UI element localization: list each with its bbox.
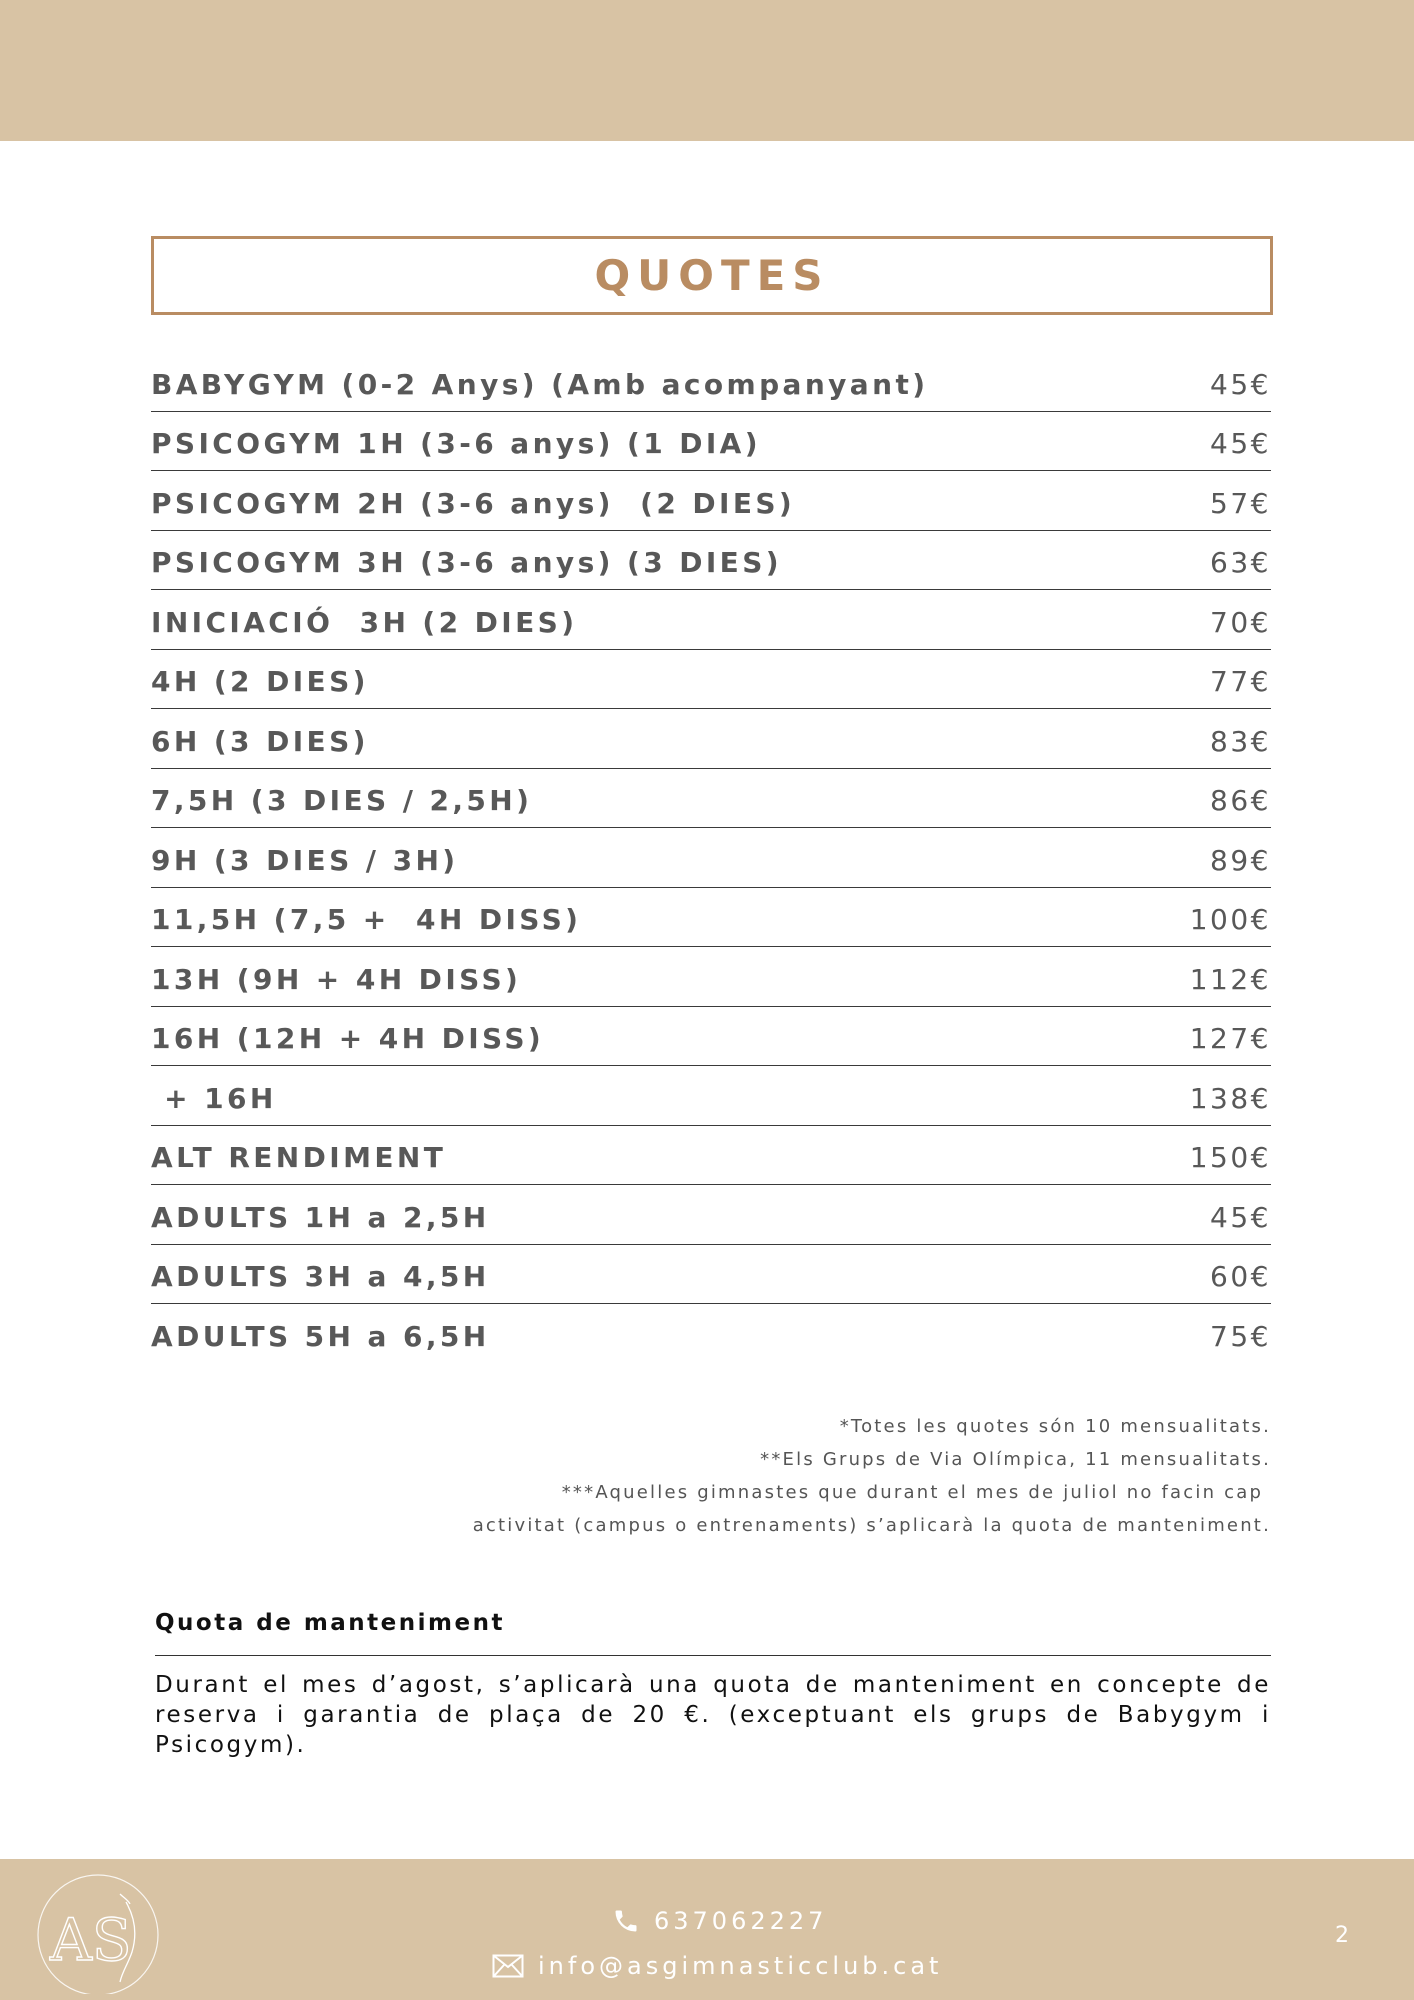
fee-table: [151, 352, 1271, 1364]
fee-label: PSICOGYM 3H (3-6 anys) (3 DIES): [151, 546, 782, 580]
fee-price: 138€: [1189, 1081, 1271, 1115]
fee-label: BABYGYM (0-2 Anys) (Amb acompanyant): [151, 367, 929, 401]
footnote-3: ***Aquelles gimnastes que durant el mes de juliol no facin cap: [561, 1482, 1271, 1503]
fee-label: PSICOGYM 1H (3-6 anys) (1 DIA): [151, 427, 761, 461]
fee-row: [151, 1304, 1271, 1364]
contact-email[interactable]: [492, 1952, 942, 1980]
fee-price: 75€: [1210, 1320, 1271, 1354]
footnotes: [371, 1410, 1271, 1542]
fee-row: [151, 1245, 1271, 1305]
fee-price: 45€: [1210, 427, 1271, 461]
fee-label: 6H (3 DIES): [151, 724, 369, 758]
header-band: [0, 0, 1414, 141]
fee-row: [151, 590, 1271, 650]
fee-price: 89€: [1210, 843, 1271, 877]
fee-label: ADULTS 5H a 6,5H: [151, 1320, 490, 1354]
maintenance-text: Durant el mes d’agost, s’aplicarà una quota de manteniment en concepte de reserva i garantia de plaça de 20 €. (exceptuant els grups de Babygym i Psicogym).: [155, 1672, 1271, 1758]
fee-row: [151, 412, 1271, 472]
fee-row: [151, 1185, 1271, 1245]
fee-price: 57€: [1210, 486, 1271, 520]
fee-price: 60€: [1210, 1260, 1271, 1294]
page-title: QUOTES: [594, 251, 830, 300]
fee-label: ADULTS 1H a 2,5H: [151, 1200, 490, 1234]
fee-label: INICIACIÓ 3H (2 DIES): [151, 605, 578, 639]
footnote-4: activitat (campus o entrenaments) s’aplicarà la quota de manteniment.: [472, 1515, 1271, 1536]
fee-price: 83€: [1210, 724, 1271, 758]
contact-phone[interactable]: [612, 1907, 827, 1935]
mail-icon: [492, 1954, 524, 1978]
fee-label: 16H (12H + 4H DISS): [151, 1022, 545, 1056]
fee-label: 9H (3 DIES / 3H): [151, 843, 459, 877]
page-number: 2: [1335, 1923, 1349, 1948]
fee-row: [151, 769, 1271, 829]
fee-price: 63€: [1210, 546, 1271, 580]
fee-row: [151, 1007, 1271, 1067]
fee-row: [151, 947, 1271, 1007]
fee-label: 13H (9H + 4H DISS): [151, 962, 522, 996]
fee-price: 77€: [1210, 665, 1271, 699]
fee-price: 45€: [1210, 1200, 1271, 1234]
phone-icon: [612, 1907, 640, 1935]
fee-price: 127€: [1189, 1022, 1271, 1056]
fee-label: PSICOGYM 2H (3-6 anys) (2 DIES): [151, 486, 796, 520]
fee-row: [151, 888, 1271, 948]
fee-row: [151, 1066, 1271, 1126]
footnote-1: *Totes les quotes són 10 mensualitats.: [839, 1416, 1271, 1437]
fee-row: [151, 471, 1271, 531]
fee-price: 150€: [1189, 1141, 1271, 1175]
fee-label: ADULTS 3H a 4,5H: [151, 1260, 490, 1294]
fee-row: [151, 1126, 1271, 1186]
email-address: info@asgimnasticclub.cat: [538, 1952, 943, 1980]
fee-row: [151, 352, 1271, 412]
footer-band: [0, 1859, 1414, 2000]
fee-price: 112€: [1189, 962, 1271, 996]
fee-price: 100€: [1189, 903, 1271, 937]
fee-label: 11,5H (7,5 + 4H DISS): [151, 903, 582, 937]
title-box: [151, 236, 1273, 315]
footnote-2: **Els Grups de Via Olímpica, 11 mensualitats.: [760, 1449, 1271, 1470]
fee-row: [151, 650, 1271, 710]
phone-number: 637062227: [654, 1907, 828, 1935]
fee-row: [151, 709, 1271, 769]
fee-label: 4H (2 DIES): [151, 665, 369, 699]
logo-lettering: AS: [50, 1906, 132, 1974]
club-logo: [28, 1872, 168, 1994]
fee-price: 86€: [1210, 784, 1271, 818]
maintenance-divider: [155, 1655, 1271, 1656]
fee-label: ALT RENDIMENT: [151, 1141, 447, 1175]
fee-label: 7,5H (3 DIES / 2,5H): [151, 784, 533, 818]
fee-row: [151, 531, 1271, 591]
fee-label: + 16H: [151, 1081, 277, 1115]
fee-price: 45€: [1210, 367, 1271, 401]
fee-row: [151, 828, 1271, 888]
fee-price: 70€: [1210, 605, 1271, 639]
maintenance-title: Quota de manteniment: [155, 1610, 505, 1636]
